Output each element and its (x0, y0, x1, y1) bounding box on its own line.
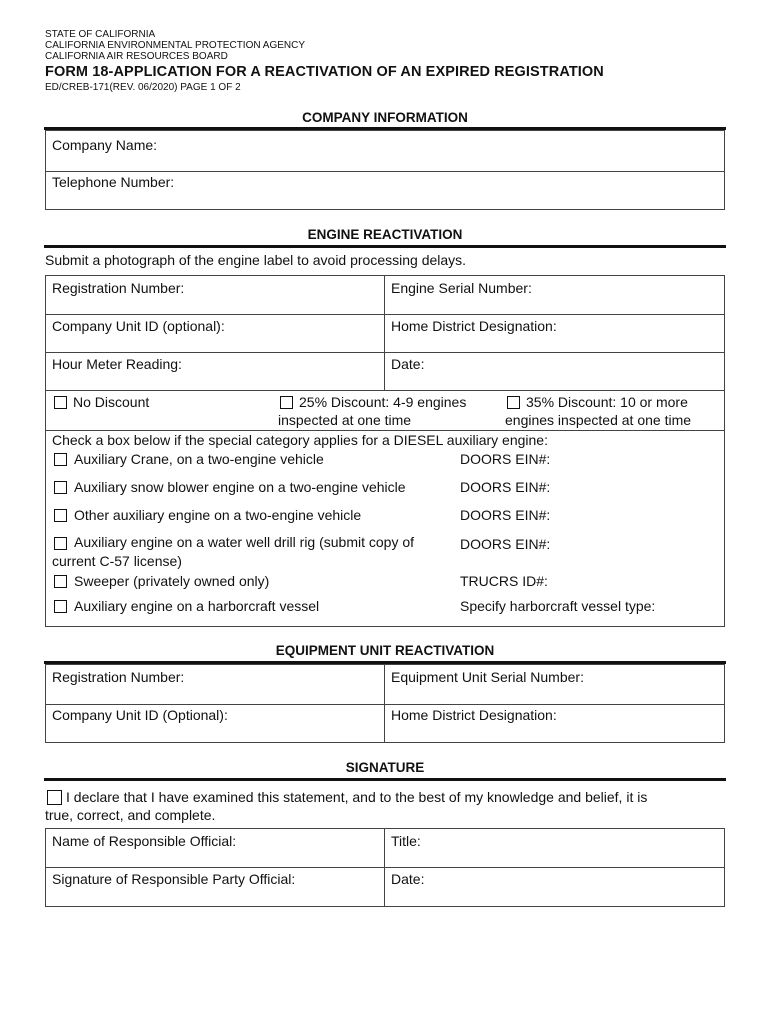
equipment-serial-field[interactable] (384, 664, 725, 704)
engine-date-field[interactable] (384, 351, 725, 390)
equipment-home-district-label: Home District Designation: (391, 707, 557, 723)
equipment-home-district-field[interactable] (384, 702, 725, 742)
special-category-prompt: Check a box below if the special category applies for a DIESEL auxiliary engine: (52, 432, 548, 448)
official-title-field[interactable] (384, 828, 725, 867)
engine-section-rule (44, 245, 726, 248)
form-revision: ED/CREB-171(REV. 06/2020) PAGE 1 OF 2 (45, 82, 241, 93)
equipment-section-heading: EQUIPMENT UNIT REACTIVATION (275, 643, 495, 658)
company-name-field[interactable] (45, 132, 725, 171)
divider (45, 390, 725, 391)
no-discount-label: No Discount (73, 394, 150, 410)
harborcraft-label: Auxiliary engine on a harborcraft vessel (74, 598, 320, 614)
telephone-field[interactable] (45, 169, 725, 209)
discount-35-label: 35% Discount: 10 or more (526, 394, 688, 410)
signature-section-heading: SIGNATURE (345, 760, 425, 775)
engine-registration-label: Registration Number: (52, 280, 185, 296)
no-discount-checkbox[interactable] (54, 396, 67, 409)
engine-company-unit-field[interactable] (45, 313, 384, 352)
engine-photo-note: Submit a photograph of the engine label to avoid processing delays. (45, 252, 467, 268)
official-title-label: Title: (391, 833, 421, 849)
aux-snow-blower-label: Auxiliary snow blower engine on a two-engine vehicle (74, 479, 406, 495)
signature-field[interactable] (45, 866, 384, 906)
aux-snow-blower-checkbox[interactable] (54, 481, 67, 494)
engine-date-label: Date: (391, 356, 425, 372)
equipment-serial-label: Equipment Unit Serial Number: (391, 669, 584, 685)
declaration-text: I declare that I have examined this statement, and to the best of my knowledge and belief, it is (66, 789, 648, 805)
equipment-registration-label: Registration Number: (52, 669, 185, 685)
declaration-checkbox[interactable] (47, 790, 62, 805)
aux-crane-label: Auxiliary Crane, on a two-engine vehicle (74, 451, 324, 467)
harborcraft-checkbox[interactable] (54, 600, 67, 613)
harborcraft-vessel-type-label: Specify harborcraft vessel type: (460, 598, 656, 614)
aux-crane-checkbox[interactable] (54, 453, 67, 466)
telephone-label: Telephone Number: (52, 174, 175, 190)
aux-crane-ein-label: DOORS EIN#: (460, 451, 551, 467)
sweeper-checkbox[interactable] (54, 575, 67, 588)
company-section-heading: COMPANY INFORMATION (302, 110, 468, 125)
sweeper-label: Sweeper (privately owned only) (74, 573, 270, 589)
other-aux-checkbox[interactable] (54, 509, 67, 522)
signature-section-rule (44, 778, 726, 781)
engine-home-district-label: Home District Designation: (391, 318, 557, 334)
drill-rig-label: Auxiliary engine on a water well drill rig (submit copy of (74, 534, 415, 550)
engine-section-heading: ENGINE REACTIVATION (307, 227, 463, 242)
discount-35-checkbox[interactable] (507, 396, 520, 409)
engine-serial-label: Engine Serial Number: (391, 280, 532, 296)
signature-label: Signature of Responsible Party Official: (52, 871, 296, 887)
engine-serial-field[interactable] (384, 275, 725, 314)
equipment-registration-field[interactable] (45, 664, 384, 704)
aux-snow-blower-ein-label: DOORS EIN#: (460, 479, 551, 495)
state-line: STATE OF CALIFORNIA (45, 29, 156, 40)
other-aux-label: Other auxiliary engine on a two-engine vehicle (74, 507, 362, 523)
drill-rig-label-line2: current C-57 license) (52, 553, 182, 569)
official-name-label: Name of Responsible Official: (52, 833, 237, 849)
discount-35-label-line2: engines inspected at one time (505, 412, 692, 428)
other-aux-ein-label: DOORS EIN#: (460, 507, 551, 523)
discount-25-checkbox[interactable] (280, 396, 293, 409)
declaration-text-line2: true, correct, and complete. (45, 807, 216, 823)
signature-date-label: Date: (391, 871, 425, 887)
engine-company-unit-label: Company Unit ID (optional): (52, 318, 225, 334)
engine-registration-field[interactable] (45, 275, 384, 314)
discount-25-label-line2: inspected at one time (278, 412, 412, 428)
form-title: FORM 18-APPLICATION FOR A REACTIVATION OF AN EXPIRED REGISTRATION (45, 64, 604, 80)
drill-rig-checkbox[interactable] (54, 537, 67, 550)
hour-meter-field[interactable] (45, 351, 384, 390)
official-name-field[interactable] (45, 828, 384, 867)
equipment-company-unit-label: Company Unit ID (Optional): (52, 707, 228, 723)
drill-rig-ein-label: DOORS EIN#: (460, 536, 551, 552)
signature-date-field[interactable] (384, 866, 725, 906)
company-name-label: Company Name: (52, 137, 158, 153)
engine-home-district-field[interactable] (384, 313, 725, 352)
equipment-company-unit-field[interactable] (45, 702, 384, 742)
board-line: CALIFORNIA AIR RESOURCES BOARD (45, 51, 228, 62)
agency-line: CALIFORNIA ENVIRONMENTAL PROTECTION AGENCY (45, 40, 306, 51)
discount-25-label: 25% Discount: 4-9 engines (299, 394, 467, 410)
hour-meter-label: Hour Meter Reading: (52, 356, 182, 372)
sweeper-trucrs-label: TRUCRS ID#: (460, 573, 548, 589)
